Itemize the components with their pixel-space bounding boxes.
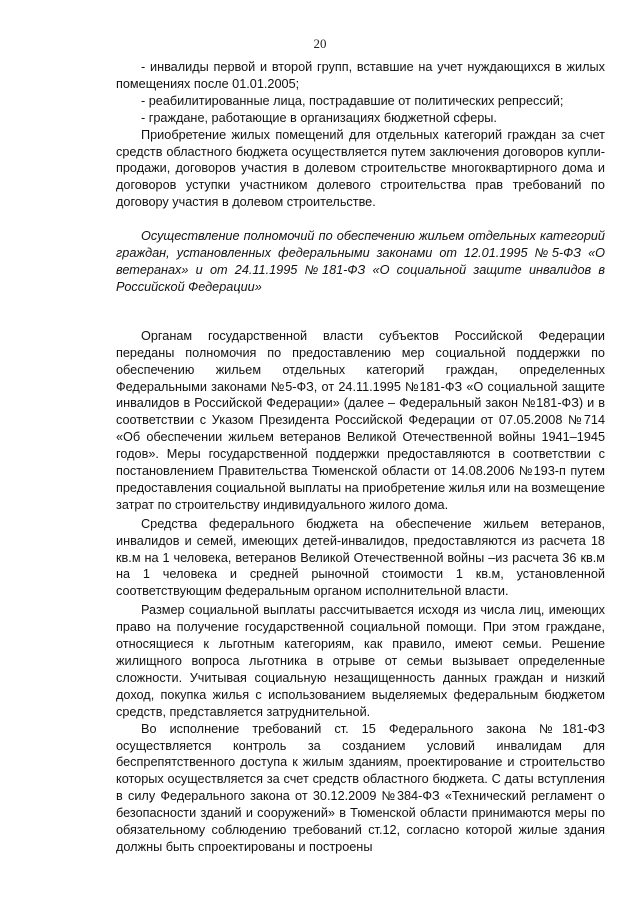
section-heading: Осуществление полномочий по обеспечению жильем отдельных категорий граждан, установленных федеральными законами от 12.01.1995 №5-ФЗ «О ветеранах» и от 24.11.1995 №181-ФЗ «О социальной защите инвалидов в Российской Федерации» [116, 229, 605, 294]
document-body [116, 59, 605, 856]
list-item-rehabilitated: - реабилитированные лица, пострадавшие от политических репрессий; [141, 93, 564, 108]
page-number: 20 [313, 36, 327, 51]
list-item-public-sector: - граждане, работающие в организациях бюджетной сферы. [141, 110, 497, 125]
list-item-disabled: - инвалиды первой и второй групп, вставшие на учет нуждающихся в жилых помещениях после 01.01.2005; [116, 60, 605, 91]
paragraph-federal-funds: Средства федерального бюджета на обеспечение жильем ветеранов, инвалидов и семей, имеющих детей-инвалидов, предоставляются из расчета 18 кв.м на 1 человека, ветеранов Великой Отечественной войны –из расчета 36 кв.м на 1 человека и средней рыночной стоимости 1 кв.м, установленной соответствующим федеральным органом исполнительной власти. [116, 516, 605, 599]
paragraph-execution: Во исполнение требований ст. 15 Федерального закона №181-ФЗ осуществляется контроль за созданием условий инвалидам для беспрепятственного доступа к жилым зданиям, проектирование и строительство которых осуществляется за счет средств областного бюджета. С даты вступления в силу Федерального закона от 30.12.2009 №384-ФЗ «Технический регламент о безопасности зданий и сооружений» в Тюменской области принимаются меры по обязательному соблюдению требований ст.12, согласно которой жилые здания должны быть спроектированы и построены [116, 721, 605, 854]
paragraph-acquisition: Приобретение жилых помещений для отдельных категорий граждан за счет средств областного бюджета осуществляется путем заключения договоров купли-продажи, договоров участия в долевом строительстве многоквартирного дома и договоров уступки участником долевого строительства прав требований по договору участия в долевом строительстве. [116, 127, 605, 210]
paragraph-payment-size: Размер социальной выплаты рассчитывается исходя из числа лиц, имеющих право на получение государственной социальной помощи. При этом граждане, относящиеся к льготным категориям, как правило, имеют семьи. Решение жилищного вопроса льготника в отрыве от семьи вызывает определенные сложности. Учитывая социальную незащищенность данных граждан и низкий доход, покупка жилья с использованием выделяемых федеральным бюджетом средств, представляется затруднительной. [116, 603, 605, 719]
paragraph-powers: Органам государственной власти субъектов Российской Федерации переданы полномочия по предоставлению мер социальной поддержки по обеспечению жильем отдельных категорий граждан, определенных Федеральными законами №5-ФЗ, от 24.11.1995 №181-ФЗ «О социальной защите инвалидов в Российской Федерации» (далее – Федеральный закон №181-ФЗ) и в соответствии с Указом Президента Российской Федерации от 07.05.2008 №714 «Об обеспечении жильем ветеранов Великой Отечественной войны 1941–1945 годов». Меры государственной поддержки предоставляются в соответствии с постановлением Правительства Тюменской области от 14.08.2006 №193-п путем предоставления социальной выплаты на приобретение жилья или на возмещение затрат по строительству индивидуального жилого дома. [116, 328, 605, 512]
